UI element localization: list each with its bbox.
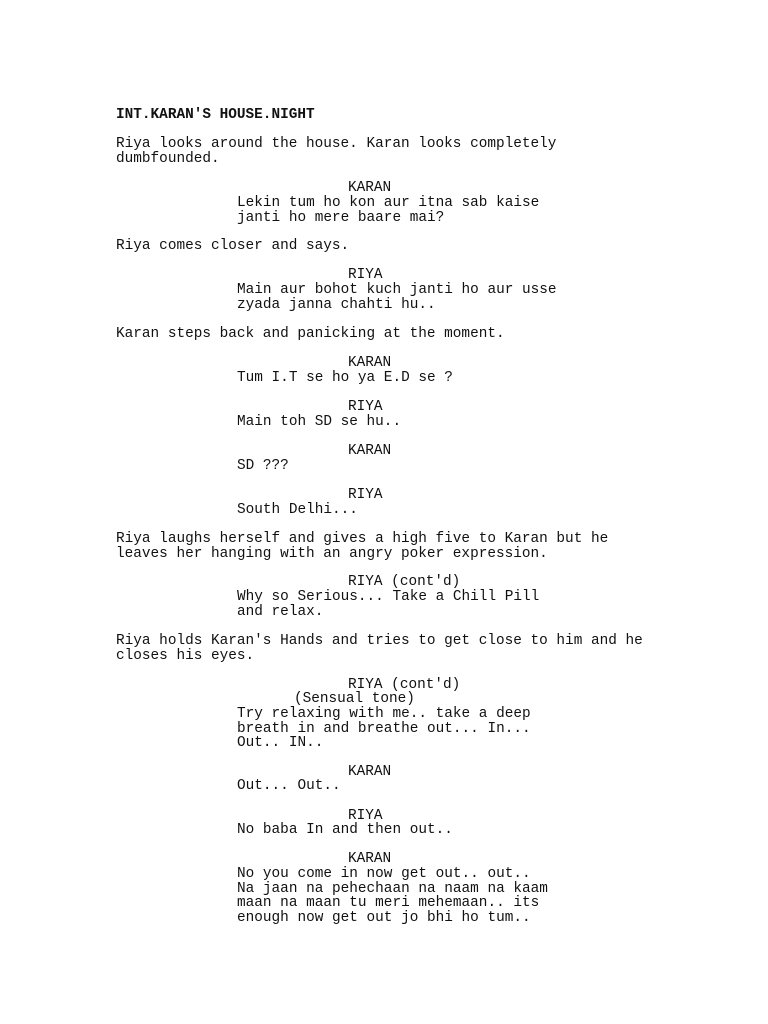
action-line: Riya comes closer and says. bbox=[116, 238, 350, 254]
dialogue-line: Try relaxing with me.. take a deep breath in and breathe out... In... Out.. IN.. bbox=[237, 706, 531, 752]
character-name: RIYA bbox=[348, 487, 383, 503]
character-name: KARAN bbox=[348, 180, 392, 196]
dialogue-line: South Delhi... bbox=[237, 502, 358, 518]
parenthetical: (Sensual tone) bbox=[294, 691, 415, 707]
scene-heading: INT.KARAN'S HOUSE.NIGHT bbox=[116, 107, 315, 123]
dialogue-line: Tum I.T se ho ya E.D se ? bbox=[237, 370, 453, 386]
dialogue-line: No baba In and then out.. bbox=[237, 822, 453, 838]
character-name: KARAN bbox=[348, 355, 392, 371]
action-line: Riya laughs herself and gives a high five to Karan but he leaves her hanging with an angry poker expression. bbox=[116, 531, 609, 562]
dialogue-line: No you come in now get out.. out.. Na jaan na pehechaan na naam na kaam maan na maan tu meri mehemaan.. its enough now get out jo bhi ho tum.. bbox=[237, 866, 548, 926]
dialogue-line: Main aur bohot kuch janti ho aur usse zyada janna chahti hu.. bbox=[237, 282, 557, 313]
action-line: Riya holds Karan's Hands and tries to get close to him and he closes his eyes. bbox=[116, 633, 643, 664]
dialogue-line: Why so Serious... Take a Chill Pill and relax. bbox=[237, 589, 540, 620]
character-name: KARAN bbox=[348, 851, 392, 867]
character-name: RIYA (cont'd) bbox=[348, 574, 461, 590]
character-name: RIYA (cont'd) bbox=[348, 677, 461, 693]
dialogue-line: Lekin tum ho kon aur itna sab kaise janti ho mere baare mai? bbox=[237, 195, 540, 226]
dialogue-line: Main toh SD se hu.. bbox=[237, 414, 402, 430]
character-name: RIYA bbox=[348, 808, 383, 824]
action-line: Riya looks around the house. Karan looks completely dumbfounded. bbox=[116, 136, 557, 167]
dialogue-line: SD ??? bbox=[237, 458, 289, 474]
dialogue-line: Out... Out.. bbox=[237, 778, 341, 794]
character-name: RIYA bbox=[348, 267, 383, 283]
character-name: KARAN bbox=[348, 764, 392, 780]
character-name: RIYA bbox=[348, 399, 383, 415]
action-line: Karan steps back and panicking at the moment. bbox=[116, 326, 505, 342]
character-name: KARAN bbox=[348, 443, 392, 459]
